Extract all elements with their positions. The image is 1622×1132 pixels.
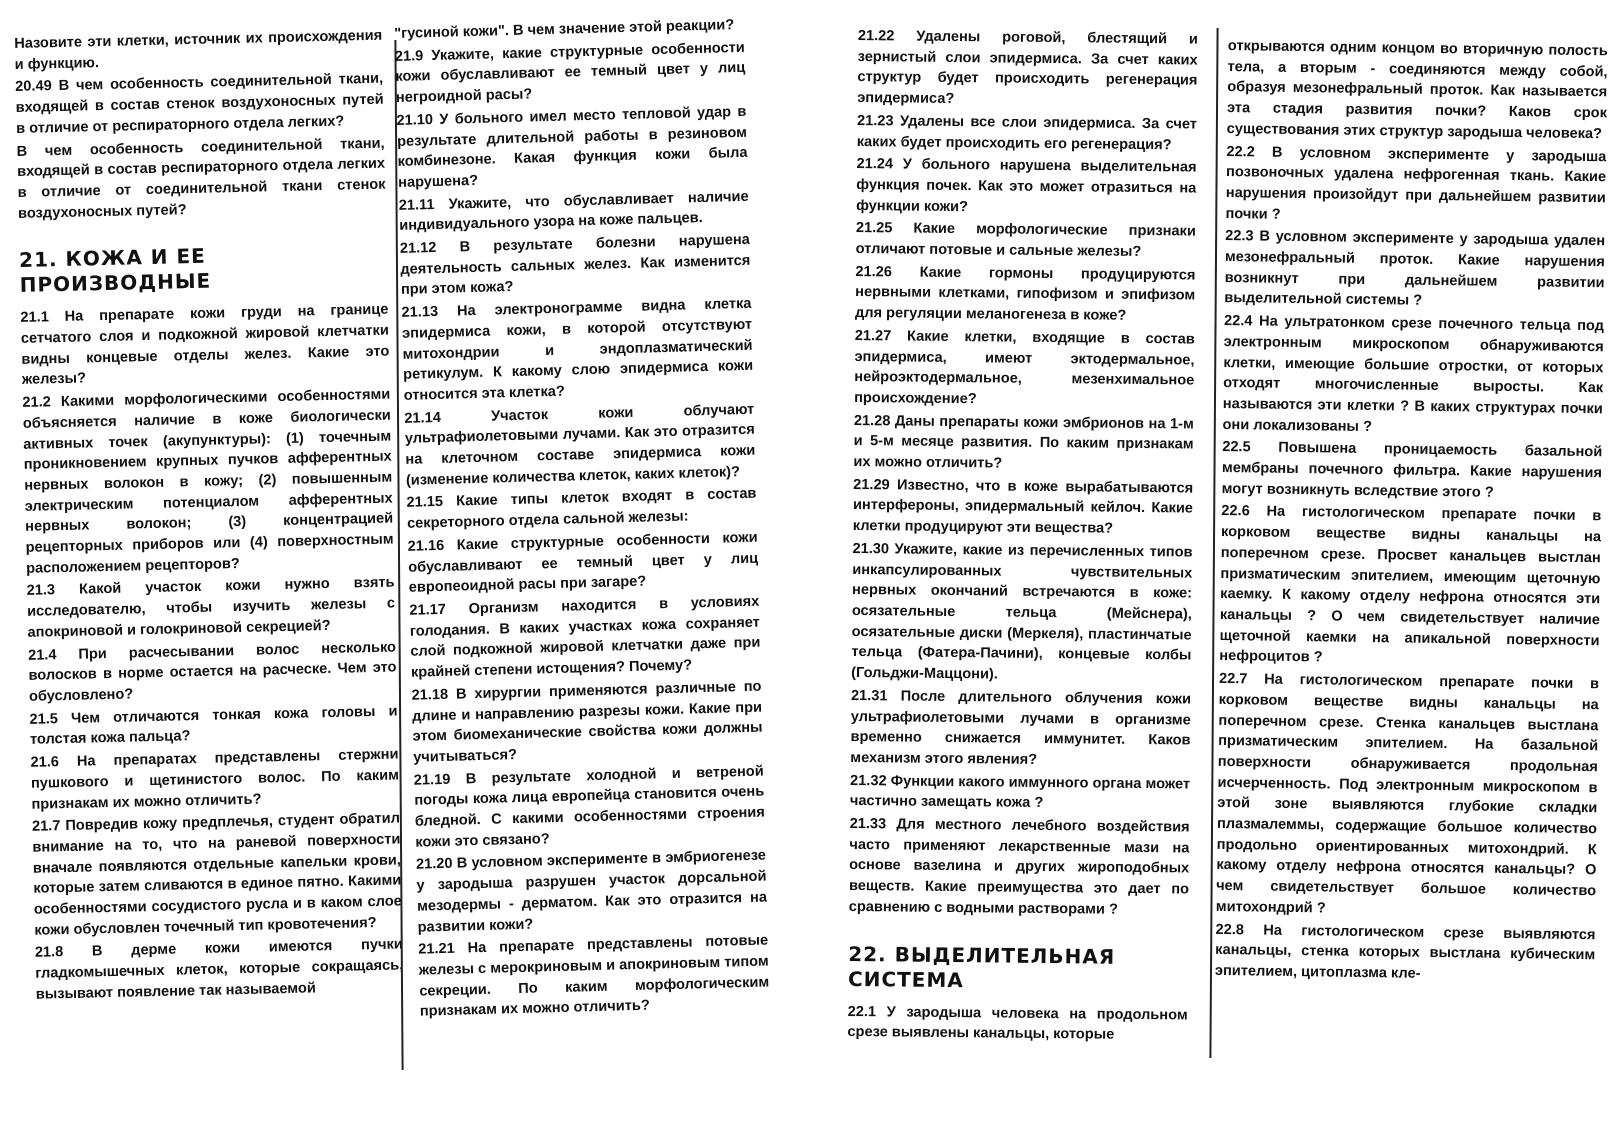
section-title-line: СИСТЕМА	[847, 966, 964, 992]
question-item: 22.4 На ультратонком срезе почечного тельца под электронным микроскопом обнаруживаются клетки, имеющие большие отростки, от которых отходят многочисленные выросты. Как называются эти клетки ? В каких структурах почки они локализованы ?	[1222, 313, 1605, 435]
question-item: 21.16 Какие структурные особенности кожи обуславливают ее темный цвет у лиц европеоидной расы при загаре?	[407, 529, 759, 597]
question-item: 22.6 На гистологическом препарате почки в корковом веществе видны канальцы на поперечном срезе. Просвет канальцев выстлан призматическим эпителием, имеющим щеточную каемку. К какому отделу нефрона относятся эти канальцы ? О чем свидетельствует наличие щеточной каемки на апикальной поверхности нефроцитов ?	[1219, 503, 1602, 666]
question-item: 22.3 В условном эксперименте у зародыша удален мезонефральный проток. Какие нарушения возникнут при дальнейшем развитии выделительной системы ?	[1224, 228, 1606, 310]
question-item: 22.2 В условном эксперименте у зародыша позвоночных удалена нефрогенная ткань. Какие нарушения произойдут при дальнейшем развитии почки ?	[1225, 143, 1607, 223]
question-item: 22.8 На гистологическом срезе выявляются канальцы, стенка которых выстлана кубическим эпителием, цитоплазма кле-	[1214, 921, 1596, 982]
paragraph: Назовите эти клетки, источник их происхождения и функцию.	[14, 27, 383, 73]
question-item: 21.14 Участок кожи облучают ультрафиолетовыми лучами. Как это отразится на клеточном составе эпидермиса кожи (изменение количества клеток, каких клеток)?	[404, 401, 756, 489]
question-item: 21.12 В результате болезни нарушена деятельность сальных желез. Как изменится при этом кожа?	[399, 231, 751, 299]
section-title-excretory	[848, 941, 1189, 995]
question-item: 21.6 На препаратах представлены стержни пушкового и щетинистого волос. По каким признакам их можно отличить?	[30, 746, 400, 813]
question-item: 21.24 У больного нарушена выделительная функция почек. Как это может отразиться на функции кожи?	[856, 156, 1197, 215]
question-item: 21.2 Какими морфологическими особенностями объясняется наличие в коже биологически активных точек (акупунктуры): (1) точечным проникновением крупных пучков афферентных нервных волокон в кожу; (2) повышенным электрическим потенциалом афферентных нервных волокон; (3) концентрацией рецепторных приборов или (4) поверхностным расположением рецепторов?	[22, 386, 394, 577]
column-4	[1213, 36, 1608, 1121]
column-3	[847, 26, 1198, 1110]
question-item: 21.5 Чем отличаются тонкая кожа головы и толстая кожа пальца?	[29, 703, 398, 749]
section-title-skin	[19, 240, 388, 298]
question-item: 21.23 Удалены все слои эпидермиса. За счет каких будет происходить его регенерация?	[856, 112, 1198, 153]
question-item: 21.20 В условном эксперименте в эмбриогенезе у зародыша разрушен участок дорсальной мезодермы - дерматом. Как это отразится на развитии кожи?	[415, 847, 768, 936]
column-1	[14, 26, 406, 1099]
question-item: 21.22 Удалены роговой, блестящий и зернистый слои эпидермиса. За счет каких структур будет происходить регенерация эпидермиса?	[857, 27, 1198, 108]
question-item: 21.8 В дерме кожи имеются пучки гладкомышечных клеток, которые сокращаясь, вызывают появление так называемой	[34, 936, 404, 1003]
question-item: "гусиной кожи". В чем значение этой реакции?	[394, 17, 735, 42]
question-item: 22.5 Повышена проницаемость базальной мембраны почечного фильтра. Какие нарушения могут возникнуть вследствие этого ?	[1221, 439, 1603, 501]
right-page	[840, 0, 1622, 1132]
paragraph: 20.49 В чем особенность соединительной ткани, входящей в состав стенок воздухоносных путей в отличие от респираторного отдела легких?	[15, 71, 384, 137]
question-item: 21.25 Какие морфологические признаки отличают потовые и сальные железы?	[855, 220, 1196, 261]
question-item: 21.9 Укажите, какие структурные особенности кожи обуславливают ее темный цвет у лиц негроидной расы?	[394, 39, 746, 107]
question-item: 21.3 Какой участок кожи нужно взять исследователю, чтобы изучить железы с апокриновой и голокриновой секрецией?	[26, 574, 396, 641]
question-item: 21.10 У больного имел место тепловой удар в результате длительной работы в резиновом комбинезоне. Какая функция кожи была нарушена?	[396, 103, 748, 191]
question-item: 21.18 В хирургии применяются различные по длине и направлению разрезы кожи. Какие при этом биомеханические свойства кожи должны учитываться?	[411, 678, 763, 766]
question-item: 21.13 На электронограмме видна клетка эпидермиса кожи, в которой отсутствуют митохондрии и эндоплазматический ретикулум. К какому слою эпидермиса кожи относится эта клетка?	[401, 295, 754, 404]
question-item: 21.4 При расчесывании волос несколько волосков в норме остается на расческе. Чем это обусловлено?	[27, 639, 397, 705]
question-item: 21.29 Известно, что в коже вырабатываются интерфероны, эпидермальный кейлоч. Какие клетки продуцируют эти вещества?	[852, 476, 1194, 537]
question-item: 22.7 На гистологическом препарате почки в корковом веществе видны канальцы на поперечном срезе. Стенка канальцев выстлана призматическим эпителием. На базальной поверхности обнаруживается продольная исчерченность. Под электронным микроскопом в этой зоне выявляются глубокие складки плазмалеммы, содержащие большое количество продольно ориентированных митохондрий. К какому отделу нефрона относятся канальцы? О чем свидетельствует большое количество митохондрий ?	[1215, 671, 1600, 917]
question-item: 21.11 Укажите, что обуславливает наличие индивидуального узора на коже пальцев.	[398, 188, 749, 235]
question-item: 21.15 Какие типы клеток входят в состав секреторного отдела сальной железы:	[406, 486, 757, 532]
section-title-line: 21. КОЖА И ЕЕ	[18, 244, 207, 273]
column-2	[394, 15, 772, 1104]
section-title-line: ПРОИЗВОДНЫЕ	[19, 268, 212, 298]
question-item: 21.7 Повредив кожу предплечья, студент обратил внимание на то, что на раневой поверхности вначале появляются отдельные капельки крови, которые затем сливаются в единое пятно. Какими особенностями сосудистого русла и в каком слое кожи обусловлен точечный тип кровотечения?	[31, 810, 402, 939]
question-item: 21.19 В результате холодной и ветреной погоды кожа лица европейца становится очень бледной. С какими особенностями строения кожи это связано?	[413, 763, 765, 851]
question-item: 21.21 На препарате представлены потовые железы с мерокриновым и апокриновым типом секреции. По каким морфологическим признакам их можно отличить?	[418, 932, 770, 1021]
paragraph: В чем особенность соединительной ткани, входящей в состав респираторного отдела легких в отличие от соединительной ткани стенок воздухоносных путей?	[16, 135, 386, 222]
section-title-line: 22. ВЫДЕЛИТЕЛЬНАЯ	[848, 941, 1116, 969]
question-item: 21.30 Укажите, какие из перечисленных типов инкапсулированных чувствительных нервных окончаний встречаются в коже: осязательные тельца (Мейснера), осязательные диски (Меркеля), пластинчатые тельца (Фатера-Пачини), концевые колбы (Гольджи-Маццони).	[851, 540, 1193, 683]
left-page	[0, 0, 808, 1132]
question-item: 21.28 Даны препараты кожи эмбрионов на 1-м и 5-м месяце развития. По каким признакам их можно отличить?	[853, 412, 1194, 472]
question-item: 21.17 Организм находится в условиях голодания. В каких участках кожа сохраняет слой подкожной жировой клетчатки даже при крайней степени истощения? Почему?	[409, 593, 761, 681]
question-item: открываются одним концом во вторичную полость тела, а вторым - соединяются между собой, образуя мезонефральный проток. Как называется эта стадия развития почки? Каков срок существования этих структур зародыша человека?	[1226, 37, 1608, 143]
question-item: 21.27 Какие клетки, входящие в состав эпидермиса, имеют эктодермальное, нейроэктодермальное, мезенхимальное происхождение?	[854, 327, 1195, 408]
question-item: 21.33 Для местного лечебного воздействия часто применяют лекарственные мази на основе вазелина и других жироподобных веществ. Какие преимущества это дает по сравнению с водными растворами ?	[848, 815, 1190, 918]
question-item: 22.1 У зародыша человека на продольном срезе выявлены канальцы, которые	[847, 1003, 1188, 1043]
question-item: 21.26 Какие гормоны продуцируются нервными клетками, гипофизом и эпифизом для регуляции меланогенеза в коже?	[854, 263, 1196, 324]
question-item: 21.1 На препарате кожи груди на границе сетчатого слоя и подкожной жировой клетчатки видны концевые отделы желез. Какие это железы?	[20, 301, 390, 389]
question-item: 21.32 Функции какого иммунного органа может частично замещать кожа ?	[849, 772, 1191, 812]
question-item: 21.31 После длительного облучения кожи ультрафиолетовыми лучами в организме временно снижается иммунитет. Каков механизм этого явления?	[850, 687, 1192, 768]
